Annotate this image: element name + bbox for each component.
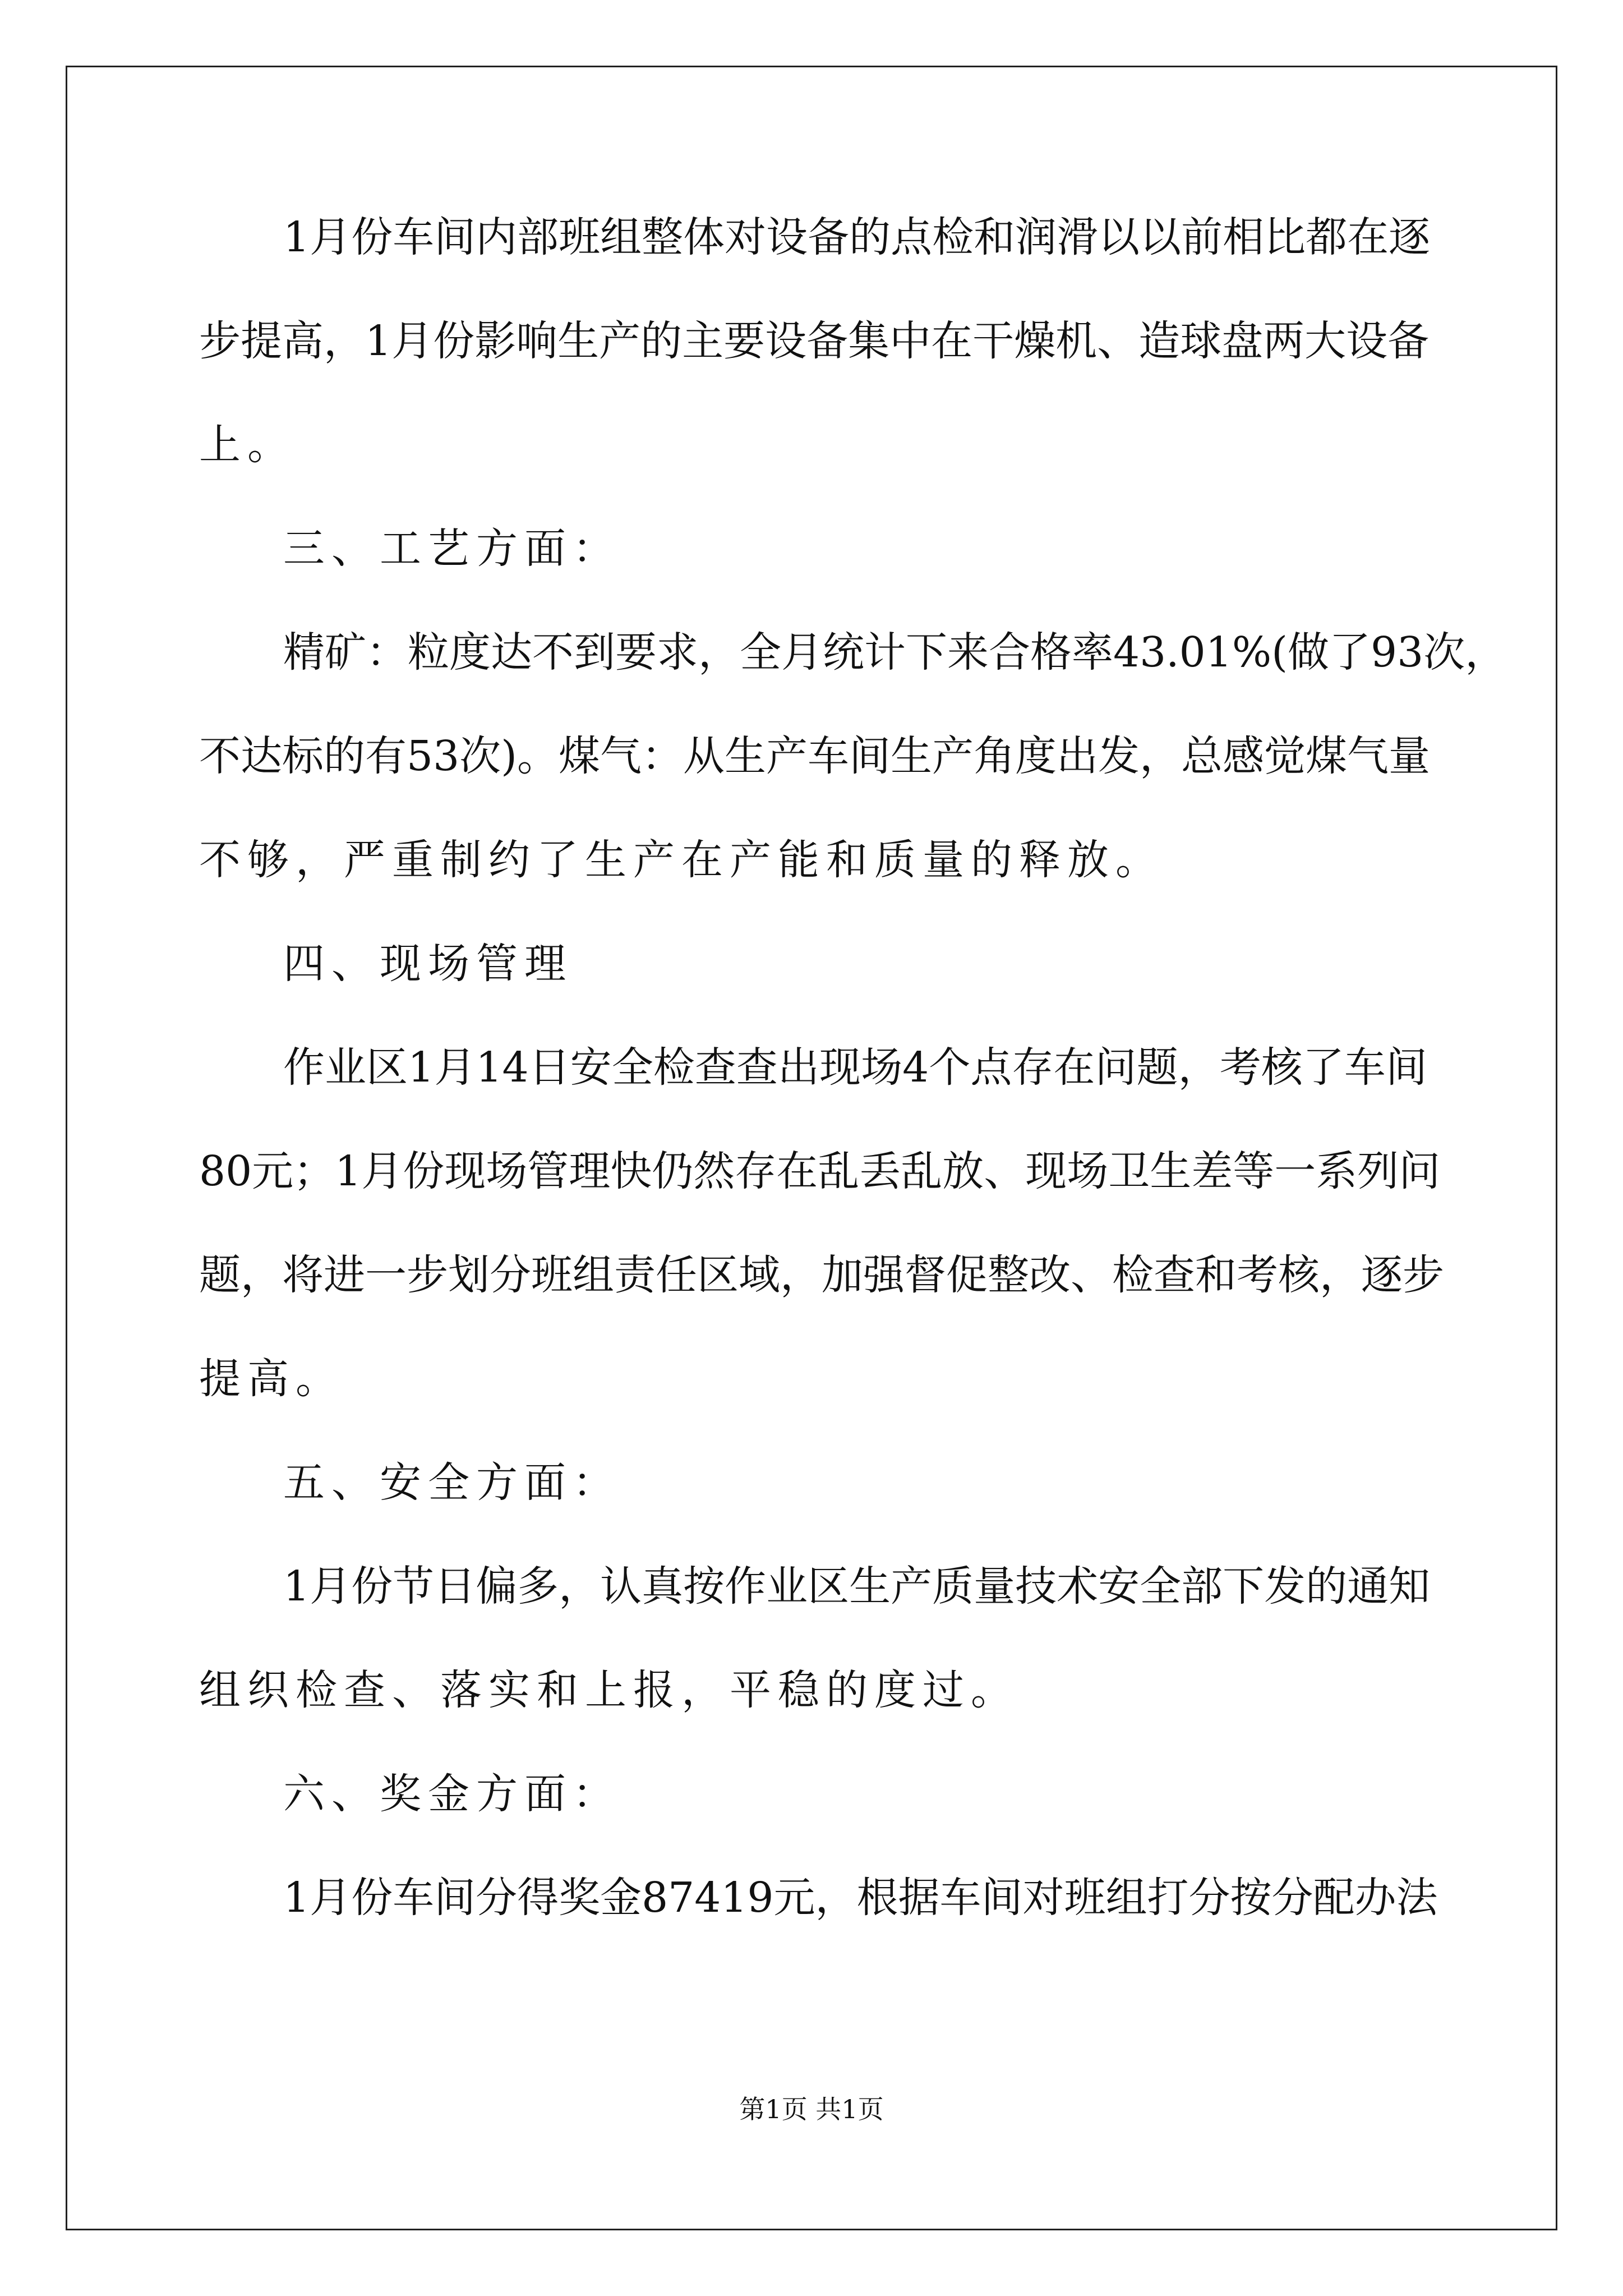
paragraph-line: 80元；1月份现场管理快仍然存在乱丢乱放、现场卫生差等一系列问 — [199, 1147, 1441, 1195]
paragraph-line: 提高。 — [199, 1355, 344, 1403]
section-heading-bonus: 六、奖金方面： — [283, 1770, 621, 1818]
paragraph-line: 题，将进一步划分班组责任区域，加强督促整改、检查和考核，逐步 — [199, 1251, 1444, 1299]
paragraph-line: 步提高，1月份影响生产的主要设备集中在干燥机、造球盘两大设备 — [199, 317, 1430, 365]
paragraph-line: 不达标的有53次)。煤气：从生产车间生产角度出发，总感觉煤气量 — [199, 732, 1431, 780]
paragraph-line: 1月份节日偏多，认真按作业区生产质量技术安全部下发的通知 — [283, 1562, 1431, 1611]
paragraph-line: 1月份车间内部班组整体对设备的点检和润滑以以前相比都在逐 — [283, 213, 1431, 261]
section-heading-site-management: 四、现场管理 — [283, 940, 573, 988]
paragraph-line: 上。 — [199, 421, 296, 469]
paragraph-line: 1月份车间分得奖金87419元，根据车间对班组打分按分配办法 — [283, 1874, 1438, 1922]
paragraph-line: 精矿：粒度达不到要求，全月统计下来合格率43.01%(做了93次， — [283, 628, 1507, 677]
section-heading-craft: 三、工艺方面： — [283, 524, 621, 573]
page-number-footer: 第1页 共1页 — [739, 2094, 884, 2124]
paragraph-line: 作业区1月14日安全检查查出现场4个点存在问题，考核了车间 — [283, 1043, 1427, 1092]
paragraph-line: 组织检查、落实和上报，平稳的度过。 — [199, 1666, 1019, 1714]
section-heading-safety: 五、安全方面： — [283, 1458, 621, 1507]
paragraph-line: 不够，严重制约了生产在产能和质量的释放。 — [199, 836, 1164, 884]
